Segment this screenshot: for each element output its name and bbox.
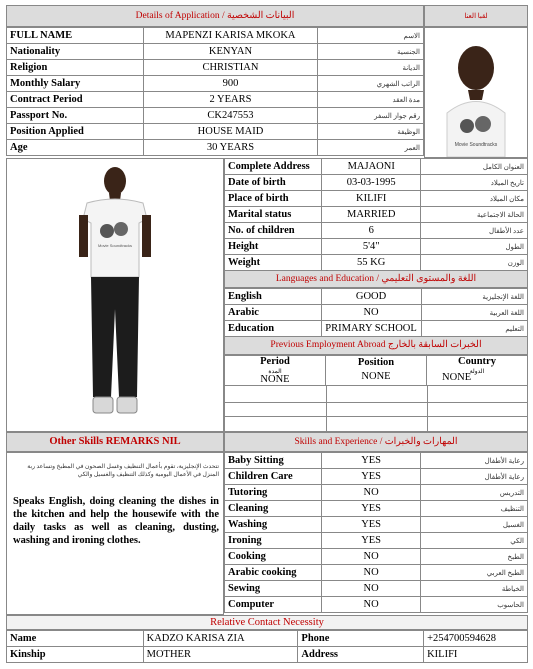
- skill-row-label: Cooking: [225, 549, 322, 565]
- personal-row-label-ar: الديانة: [318, 60, 424, 76]
- detail-row: [225, 159, 528, 175]
- skill-row: [225, 549, 528, 565]
- skill-row: [225, 597, 528, 613]
- skill-row-label: Computer: [225, 597, 322, 613]
- skill-row-value: NO: [321, 581, 421, 597]
- detail-row-label-ar: مكان الميلاد: [421, 191, 528, 207]
- skill-row-value: YES: [321, 469, 421, 485]
- remarks-header: Other Skills REMARKS NIL: [6, 432, 224, 452]
- period-value: NONE: [260, 374, 290, 385]
- col-country: Country: [458, 356, 496, 367]
- detail-row: [225, 255, 528, 271]
- photo-caption-top: Movie Soundtracks: [454, 142, 498, 148]
- contact-header: Relative Contact Necessity: [6, 615, 528, 630]
- language-row-value: GOOD: [321, 289, 421, 305]
- contact-address: KILIFI: [424, 647, 528, 663]
- detail-row: [225, 191, 528, 207]
- detail-row-value: MAJAONI: [321, 159, 421, 175]
- contact-phone: +254700594628: [424, 631, 528, 647]
- personal-row-label-ar: الوظيفة: [318, 124, 424, 140]
- personal-row: [7, 124, 424, 140]
- language-row: [225, 289, 528, 305]
- skill-row: [225, 581, 528, 597]
- skill-row-label-ar: الغسيل: [421, 517, 528, 533]
- languages-header: Languages and Education / اللغة والمستوى التعليمي: [224, 270, 528, 288]
- detail-row-value: 03-03-1995: [321, 175, 421, 191]
- skill-row-label: Arabic cooking: [225, 565, 322, 581]
- personal-row-value: MAPENZI KARISA MKOKA: [143, 28, 318, 44]
- skill-row-label-ar: الحاسوب: [421, 597, 528, 613]
- skill-row-value: NO: [321, 565, 421, 581]
- skill-row-value: YES: [321, 517, 421, 533]
- personal-row: [7, 44, 424, 60]
- skill-row: [225, 501, 528, 517]
- detail-row-value: 55 KG: [321, 255, 421, 271]
- skills-table: [224, 452, 528, 613]
- personal-row-label-ar: الاسم: [318, 28, 424, 44]
- personal-row-label-ar: العمر: [318, 140, 424, 156]
- skill-row-label-ar: التدريس: [421, 485, 528, 501]
- skill-row-value: YES: [321, 533, 421, 549]
- personal-row-value: KENYAN: [143, 44, 318, 60]
- remarks-en-text: Speaks English, doing cleaning the dishes in the kitchen and help the housewife with the daily tasks as well as cleaning, dusting, washing and ironing clothes.: [13, 496, 219, 546]
- language-row-label-ar: اللغة العربية: [421, 305, 527, 321]
- personal-row-label-ar: مدة العقد: [318, 92, 424, 108]
- detail-row: [225, 207, 528, 223]
- personal-row-value: HOUSE MAID: [143, 124, 318, 140]
- detail-row-label: No. of children: [225, 223, 322, 239]
- languages-table: [224, 288, 528, 337]
- skill-row-label-ar: التنظيف: [421, 501, 528, 517]
- contact-kinship: MOTHER: [143, 647, 298, 663]
- employment-table: Period المدة NONE Position NONE Country الدولة NONE: [224, 355, 528, 432]
- skill-row-label: Ironing: [225, 533, 322, 549]
- detail-row-value: MARRIED: [321, 207, 421, 223]
- personal-row-value: CHRISTIAN: [143, 60, 318, 76]
- headshot-photo: [424, 27, 528, 158]
- personal-row: [7, 76, 424, 92]
- skill-row-label-ar: الخياطة: [421, 581, 528, 597]
- personal-row: [7, 140, 424, 156]
- personal-row-value: 30 YEARS: [143, 140, 318, 156]
- personal-row-label: Contract Period: [7, 92, 144, 108]
- personal-row: [7, 60, 424, 76]
- remarks-box: [6, 452, 224, 615]
- personal-row-label: FULL NAME: [7, 28, 144, 44]
- skill-row-label: Sewing: [225, 581, 322, 597]
- contact-phone-label: Phone: [298, 631, 424, 647]
- skills-header: Skills and Experience / المهارات والخبرات: [224, 432, 528, 452]
- skill-row-label: Washing: [225, 517, 322, 533]
- language-row-value: NO: [321, 305, 421, 321]
- skill-row: [225, 533, 528, 549]
- col-period: Period: [260, 356, 290, 367]
- personal-row-value: 2 YEARS: [143, 92, 318, 108]
- personal-row-label: Age: [7, 140, 144, 156]
- detail-row-label-ar: عدد الأطفال: [421, 223, 528, 239]
- language-row-value: PRIMARY SCHOOL: [321, 321, 421, 337]
- skill-row-label-ar: الكي: [421, 533, 528, 549]
- personal-row-label: Monthly Salary: [7, 76, 144, 92]
- contact-name-label: Name: [7, 631, 144, 647]
- skill-row-value: NO: [321, 597, 421, 613]
- personal-row-label-ar: الراتب الشهري: [318, 76, 424, 92]
- skill-row-label: Cleaning: [225, 501, 322, 517]
- personal-row-label: Nationality: [7, 44, 144, 60]
- details-table: [224, 158, 528, 271]
- col-position: Position: [357, 357, 395, 368]
- personal-row-value: 900: [143, 76, 318, 92]
- detail-row-label: Complete Address: [225, 159, 322, 175]
- skill-row-value: NO: [321, 485, 421, 501]
- detail-row-label-ar: الطول: [421, 239, 528, 255]
- detail-row-label-ar: العنوان الكامل: [421, 159, 528, 175]
- personal-row-label: Religion: [7, 60, 144, 76]
- skill-row-label-ar: رعاية الأطفال: [421, 469, 528, 485]
- skill-row: [225, 469, 528, 485]
- personal-row-label: Passport No.: [7, 108, 144, 124]
- skill-row-label: Baby Sitting: [225, 453, 322, 469]
- contact-table: [6, 630, 528, 663]
- detail-row-label: Marital status: [225, 207, 322, 223]
- header-title: Details of Application: [135, 11, 220, 21]
- language-row-label-ar: التعليم: [421, 321, 527, 337]
- skill-row: [225, 485, 528, 501]
- detail-row-label: Height: [225, 239, 322, 255]
- language-row: [225, 305, 528, 321]
- personal-row-value: CK247553: [143, 108, 318, 124]
- personal-row-label-ar: الجنسية: [318, 44, 424, 60]
- employment-header: Previous Employment Abroad الخبرات السابقة بالخارج: [224, 336, 528, 355]
- detail-row-value: KILIFI: [321, 191, 421, 207]
- detail-row-value: 5'4": [321, 239, 421, 255]
- full-body-photo: [6, 158, 224, 432]
- detail-row-value: 6: [321, 223, 421, 239]
- language-row-label: English: [225, 289, 322, 305]
- language-row-label: Education: [225, 321, 322, 337]
- skill-row: [225, 565, 528, 581]
- skill-row-label: Children Care: [225, 469, 322, 485]
- skill-row-value: NO: [321, 549, 421, 565]
- detail-row-label-ar: تاريخ الميلاد: [421, 175, 528, 191]
- language-row: [225, 321, 528, 337]
- contact-name: KADZO KARISA ZIA: [143, 631, 298, 647]
- photo-label: لقبا العنا: [424, 5, 528, 27]
- detail-row: [225, 175, 528, 191]
- position-value: NONE: [361, 371, 391, 382]
- photo-caption-body: Movie Soundtracks: [97, 243, 133, 248]
- application-details-header: Details of Application / البيانات الشخصية: [6, 5, 424, 27]
- personal-row: [7, 28, 424, 44]
- header-title-ar: البيانات الشخصية: [226, 11, 295, 21]
- skill-row-value: YES: [321, 501, 421, 517]
- skill-row-label: Tutoring: [225, 485, 322, 501]
- personal-row: [7, 92, 424, 108]
- country-value: NONE: [442, 372, 472, 383]
- detail-row: [225, 223, 528, 239]
- detail-row-label-ar: الحالة الاجتماعية: [421, 207, 528, 223]
- personal-info-table: [6, 27, 424, 156]
- skill-row-label-ar: الطبخ العربي: [421, 565, 528, 581]
- personal-row: [7, 108, 424, 124]
- skill-row-value: YES: [321, 453, 421, 469]
- skill-row-label-ar: الطبخ: [421, 549, 528, 565]
- detail-row-label: Date of birth: [225, 175, 322, 191]
- detail-row: [225, 239, 528, 255]
- personal-row-label-ar: رقم جواز السفر: [318, 108, 424, 124]
- skill-row: [225, 453, 528, 469]
- skill-row-label-ar: رعاية الأطفال: [421, 453, 528, 469]
- detail-row-label: Place of birth: [225, 191, 322, 207]
- personal-row-label: Position Applied: [7, 124, 144, 140]
- remarks-ar-text: تتحدث الإنجليزية، تقوم بأعمال التنظيف وغسل الصحون في المطبخ وتساعد ربة المنزل في الأعمال اليومية وكذلك التنظيف والغسيل والكي: [27, 464, 219, 478]
- contact-address-label: Address: [298, 647, 424, 663]
- skill-row: [225, 517, 528, 533]
- language-row-label-ar: اللغة الإنجليزية: [421, 289, 527, 305]
- contact-kinship-label: Kinship: [7, 647, 144, 663]
- detail-row-label: Weight: [225, 255, 322, 271]
- detail-row-label-ar: الوزن: [421, 255, 528, 271]
- language-row-label: Arabic: [225, 305, 322, 321]
